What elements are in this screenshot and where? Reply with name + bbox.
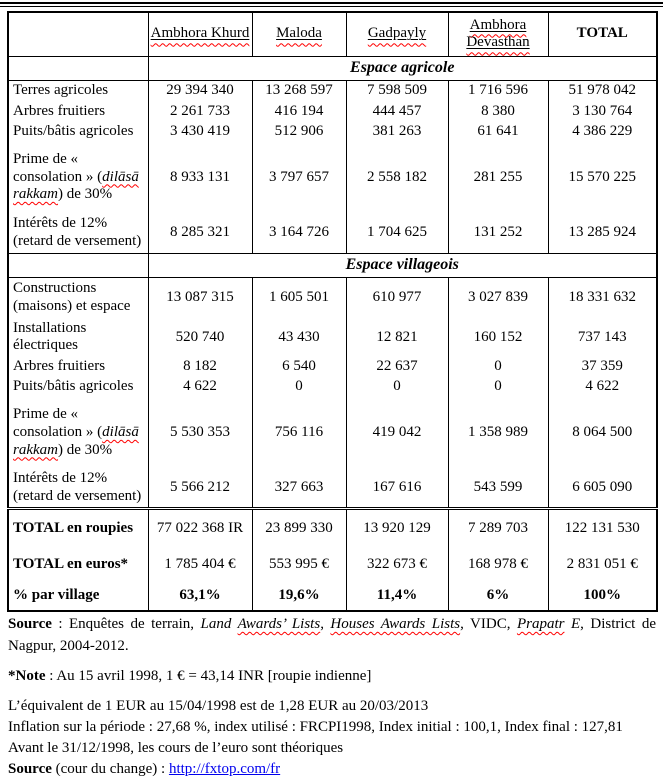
value-cell: 100% bbox=[548, 583, 657, 611]
table-row bbox=[8, 469, 657, 509]
footnote-change-source bbox=[8, 759, 656, 780]
value-cell: 2 831 051 € bbox=[548, 547, 657, 583]
value-cell: 3 430 419 bbox=[148, 122, 252, 142]
underline-wrap bbox=[151, 25, 250, 41]
value-cell: 3 130 764 bbox=[548, 102, 657, 122]
value-cell: 416 194 bbox=[252, 102, 346, 122]
value-cell: 4 622 bbox=[148, 377, 252, 397]
section-spacer-cell bbox=[8, 56, 148, 80]
column-header-ambhora-devasthan bbox=[448, 12, 548, 56]
value-cell: 0 bbox=[252, 377, 346, 397]
value-cell: 6% bbox=[448, 583, 548, 611]
value-cell: 168 978 € bbox=[448, 547, 548, 583]
value-cell: 2 558 182 bbox=[346, 141, 448, 213]
value-cell: 543 599 bbox=[448, 469, 548, 509]
village-name: Ambhora Khurd bbox=[150, 25, 250, 42]
value-cell: 553 995 € bbox=[252, 547, 346, 583]
row-label: Puits/bâtis agricoles bbox=[8, 377, 148, 397]
row-label bbox=[8, 397, 148, 469]
value-cell: 281 255 bbox=[448, 141, 548, 213]
section-title-espace-villageois: Espace villageois bbox=[148, 253, 657, 277]
value-cell: 29 394 340 bbox=[148, 80, 252, 102]
label-text: Prime de « consolation » ( bbox=[13, 406, 103, 440]
table-row bbox=[8, 317, 657, 357]
value-cell: 4 622 bbox=[548, 377, 657, 397]
marathi-term: dilāsā rakkam bbox=[13, 168, 139, 203]
value-cell: 61 641 bbox=[448, 122, 548, 142]
value-cell: 0 bbox=[448, 357, 548, 377]
value-cell: 0 bbox=[448, 377, 548, 397]
label-text: ) de 30% bbox=[58, 441, 113, 458]
value-cell: 131 252 bbox=[448, 213, 548, 253]
row-label: TOTAL en euros* bbox=[8, 547, 148, 583]
value-cell: 160 152 bbox=[448, 317, 548, 357]
footnote-text: , District de Nagpur, 2004-2012. bbox=[8, 616, 656, 654]
value-cell: 8 933 131 bbox=[148, 141, 252, 213]
percent-row bbox=[8, 583, 657, 611]
footnote-label: Source bbox=[8, 616, 52, 632]
village-name: Maloda bbox=[276, 25, 322, 42]
value-cell: 13 268 597 bbox=[252, 80, 346, 102]
value-cell: 23 899 330 bbox=[252, 509, 346, 547]
footnote-source bbox=[8, 613, 656, 657]
footnote-equivalent: L’équivalent de 1 EUR au 15/04/1998 est de 1,28 EUR au 20/03/2013 bbox=[8, 698, 429, 714]
footnote-text: : Au 15 avril 1998, 1 € = 43,14 INR [roupie indienne] bbox=[45, 668, 372, 684]
total-roupies-row bbox=[8, 509, 657, 547]
corner-cell bbox=[8, 12, 148, 56]
table-row bbox=[8, 122, 657, 142]
section-spacer-cell bbox=[8, 253, 148, 277]
value-cell: 63,1% bbox=[148, 583, 252, 611]
value-cell: 122 131 530 bbox=[548, 509, 657, 547]
section-header-row bbox=[8, 253, 657, 277]
row-label: Arbres fruitiers bbox=[8, 102, 148, 122]
table-row bbox=[8, 141, 657, 213]
column-header-gadpayly bbox=[346, 12, 448, 56]
footnote-label: *Note bbox=[8, 668, 46, 684]
table-row bbox=[8, 277, 657, 317]
footnote-note bbox=[8, 666, 656, 687]
value-cell: 167 616 bbox=[346, 469, 448, 509]
value-cell: 43 430 bbox=[252, 317, 346, 357]
village-name: Ambhora Devasthan bbox=[466, 16, 530, 51]
row-label: Intérêts de 12% (retard de versement) bbox=[8, 213, 148, 253]
row-label: Arbres fruitiers bbox=[8, 357, 148, 377]
value-cell: 6 540 bbox=[252, 357, 346, 377]
value-cell: 1 704 625 bbox=[346, 213, 448, 253]
underline-wrap bbox=[368, 25, 426, 41]
value-cell: 512 906 bbox=[252, 122, 346, 142]
row-label: Intérêts de 12% (retard de versement) bbox=[8, 469, 148, 509]
value-cell: 737 143 bbox=[548, 317, 657, 357]
top-double-rule bbox=[0, 2, 663, 7]
value-cell: 7 289 703 bbox=[448, 509, 548, 547]
row-label: Puits/bâtis agricoles bbox=[8, 122, 148, 142]
value-cell: 13 285 924 bbox=[548, 213, 657, 253]
value-cell: 327 663 bbox=[252, 469, 346, 509]
row-label: TOTAL en roupies bbox=[8, 509, 148, 547]
value-cell: 15 570 225 bbox=[548, 141, 657, 213]
value-cell: 37 359 bbox=[548, 357, 657, 377]
value-cell: 520 740 bbox=[148, 317, 252, 357]
value-cell: 6 605 090 bbox=[548, 469, 657, 509]
compensation-table bbox=[7, 11, 658, 612]
footnote-avant: Avant le 31/12/1998, les cours de l’euro sont théoriques bbox=[8, 740, 344, 756]
value-cell: 13 920 129 bbox=[346, 509, 448, 547]
section-header-row bbox=[8, 56, 657, 80]
row-label: Installations électriques bbox=[8, 317, 148, 357]
value-cell: 18 331 632 bbox=[548, 277, 657, 317]
value-cell: 77 022 368 IR bbox=[148, 509, 252, 547]
table-row bbox=[8, 213, 657, 253]
total-euros-row bbox=[8, 547, 657, 583]
value-cell: 7 598 509 bbox=[346, 80, 448, 102]
footnote-italic-flagged: Prapatr bbox=[516, 616, 565, 632]
value-cell: 51 978 042 bbox=[548, 80, 657, 102]
footnote-text: , VIDC, bbox=[460, 616, 517, 632]
value-cell: 2 261 733 bbox=[148, 102, 252, 122]
value-cell: 1 716 596 bbox=[448, 80, 548, 102]
footnote-text: (cour du change) : bbox=[51, 761, 169, 777]
footnote-inflation: Inflation sur la période : 27,68 %, index utilisé : FRCPI1998, Index initial : 100,1, Index final : 127,81 bbox=[8, 719, 623, 735]
table-row bbox=[8, 357, 657, 377]
row-label: % par village bbox=[8, 583, 148, 611]
column-header-total: TOTAL bbox=[548, 12, 657, 56]
column-header-ambhora-khurd bbox=[148, 12, 252, 56]
footnote-italic-flagged: Awards’ Lists bbox=[237, 616, 321, 632]
value-cell: 22 637 bbox=[346, 357, 448, 377]
value-cell: 3 797 657 bbox=[252, 141, 346, 213]
column-header-maloda bbox=[252, 12, 346, 56]
footnote-italic: E bbox=[564, 616, 581, 632]
value-cell: 1 358 989 bbox=[448, 397, 548, 469]
footnote-text: : Enquêtes de terrain, bbox=[51, 616, 201, 632]
table-header-row bbox=[8, 12, 657, 56]
row-label: Terres agricoles bbox=[8, 80, 148, 102]
value-cell: 13 087 315 bbox=[148, 277, 252, 317]
value-cell: 419 042 bbox=[346, 397, 448, 469]
value-cell: 756 116 bbox=[252, 397, 346, 469]
marathi-term: dilāsā rakkam bbox=[13, 423, 139, 458]
footnote-italic: Land bbox=[200, 616, 238, 632]
value-cell: 8 380 bbox=[448, 102, 548, 122]
value-cell: 8 064 500 bbox=[548, 397, 657, 469]
value-cell: 5 530 353 bbox=[148, 397, 252, 469]
row-label: Constructions (maisons) et espace bbox=[8, 277, 148, 317]
value-cell: 0 bbox=[346, 377, 448, 397]
value-cell: 4 386 229 bbox=[548, 122, 657, 142]
table-row bbox=[8, 102, 657, 122]
table-row bbox=[8, 377, 657, 397]
label-text: Prime de « consolation » ( bbox=[13, 150, 103, 185]
section-title-espace-agricole: Espace agricole bbox=[148, 56, 657, 80]
value-cell: 12 821 bbox=[346, 317, 448, 357]
row-label bbox=[8, 141, 148, 213]
table-row bbox=[8, 80, 657, 102]
value-cell: 11,4% bbox=[346, 583, 448, 611]
value-cell: 1 605 501 bbox=[252, 277, 346, 317]
value-cell: 3 027 839 bbox=[448, 277, 548, 317]
value-cell: 8 285 321 bbox=[148, 213, 252, 253]
value-cell: 610 977 bbox=[346, 277, 448, 317]
value-cell: 381 263 bbox=[346, 122, 448, 142]
label-text: ) de 30% bbox=[58, 186, 113, 203]
underline-wrap bbox=[466, 17, 529, 51]
footnote-italic-flagged: Houses Awards Lists bbox=[330, 616, 461, 632]
value-cell: 322 673 € bbox=[346, 547, 448, 583]
footnote-label: Source bbox=[8, 761, 52, 777]
fxtop-link[interactable]: http://fxtop.com/fr bbox=[168, 761, 281, 777]
value-cell: 8 182 bbox=[148, 357, 252, 377]
underline-wrap bbox=[276, 25, 322, 41]
table-row bbox=[8, 397, 657, 469]
footnote-text: , bbox=[320, 616, 331, 632]
value-cell: 444 457 bbox=[346, 102, 448, 122]
value-cell: 3 164 726 bbox=[252, 213, 346, 253]
value-cell: 1 785 404 € bbox=[148, 547, 252, 583]
village-name: Gadpayly bbox=[367, 25, 427, 42]
value-cell: 19,6% bbox=[252, 583, 346, 611]
value-cell: 5 566 212 bbox=[148, 469, 252, 509]
